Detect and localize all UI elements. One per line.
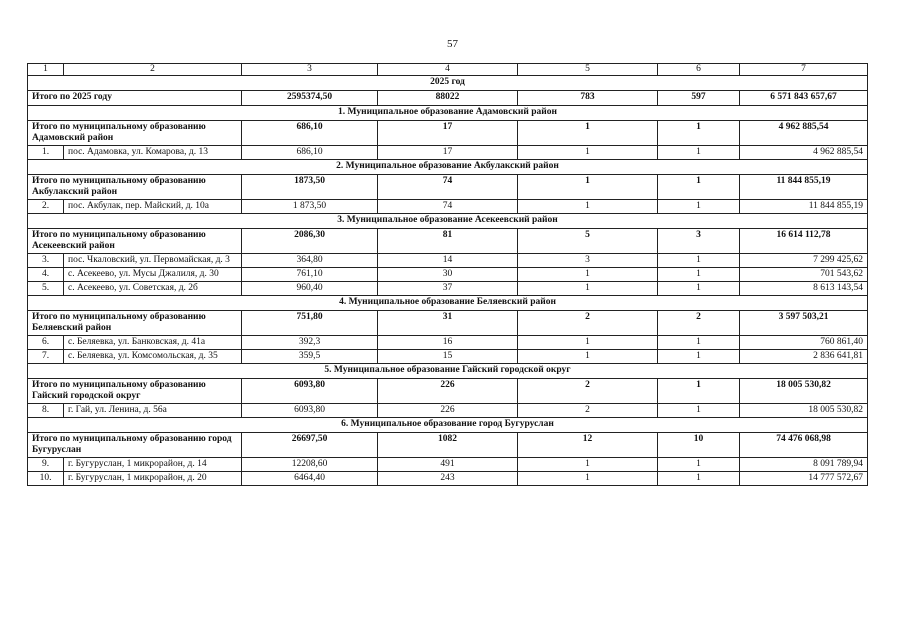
row-area: 364,80 <box>242 254 378 268</box>
grand-total-area: 2595374,50 <box>242 91 378 106</box>
row-c6: 1 <box>658 404 740 418</box>
section-total-cost: 16 614 112,78 <box>740 229 868 254</box>
row-c5: 1 <box>518 282 658 296</box>
row-address: с. Беляевка, ул. Комсомольская, д. 35 <box>64 350 242 364</box>
table-row <box>28 282 868 296</box>
table-row <box>28 458 868 472</box>
row-c6: 1 <box>658 268 740 282</box>
row-cost: 4 962 885,54 <box>740 146 868 160</box>
section-total-row <box>28 379 868 404</box>
row-cost: 8 091 789,94 <box>740 458 868 472</box>
row-c5: 1 <box>518 268 658 282</box>
column-header: 2 <box>64 64 242 76</box>
grand-total-c6: 597 <box>658 91 740 106</box>
row-address: с. Асекеево, ул. Советская, д. 2б <box>64 282 242 296</box>
section-total-c6: 1 <box>658 379 740 404</box>
section-total-c5: 5 <box>518 229 658 254</box>
column-header: 6 <box>658 64 740 76</box>
row-address: пос. Чкаловский, ул. Первомайская, д. 3 <box>64 254 242 268</box>
section-total-cost: 74 476 068,98 <box>740 433 868 458</box>
section-title: 3. Муниципальное образование Асекеевский район <box>28 214 868 229</box>
column-header: 1 <box>28 64 64 76</box>
section-total-row <box>28 229 868 254</box>
row-area: 1 873,50 <box>242 200 378 214</box>
column-header: 7 <box>740 64 868 76</box>
column-header: 5 <box>518 64 658 76</box>
section-total-residents: 81 <box>378 229 518 254</box>
section-title: 5. Муниципальное образование Гайский городской округ <box>28 364 868 379</box>
row-cost: 701 543,62 <box>740 268 868 282</box>
row-c5: 1 <box>518 458 658 472</box>
grand-total-residents: 88022 <box>378 91 518 106</box>
section-total-c5: 1 <box>518 175 658 200</box>
row-address: с. Беляевка, ул. Банковская, д. 41а <box>64 336 242 350</box>
row-address: г. Гай, ул. Ленина, д. 56а <box>64 404 242 418</box>
row-number: 10. <box>28 472 64 486</box>
row-address: пос. Адамовка, ул. Комарова, д. 13 <box>64 146 242 160</box>
section-total-cost: 3 597 503,21 <box>740 311 868 336</box>
section-total-label: Итого по муниципальному образованию Гайский городской округ <box>28 379 242 404</box>
row-c5: 1 <box>518 336 658 350</box>
section-total-c6: 2 <box>658 311 740 336</box>
grand-total-label: Итого по 2025 году <box>28 91 242 106</box>
section-total-label: Итого по муниципальному образованию Акбулакский район <box>28 175 242 200</box>
row-c5: 1 <box>518 146 658 160</box>
column-header-row <box>28 64 868 76</box>
row-residents: 17 <box>378 146 518 160</box>
section-header-row <box>28 418 868 433</box>
section-total-label: Итого по муниципальному образованию Беляевский район <box>28 311 242 336</box>
column-header: 4 <box>378 64 518 76</box>
section-total-area: 686,10 <box>242 121 378 146</box>
row-number: 1. <box>28 146 64 160</box>
section-total-area: 2086,30 <box>242 229 378 254</box>
row-address: г. Бугуруслан, 1 микрорайон, д. 20 <box>64 472 242 486</box>
row-number: 9. <box>28 458 64 472</box>
table-row <box>28 200 868 214</box>
row-residents: 243 <box>378 472 518 486</box>
table-row <box>28 350 868 364</box>
section-total-row <box>28 433 868 458</box>
section-total-area: 6093,80 <box>242 379 378 404</box>
row-c5: 3 <box>518 254 658 268</box>
row-c6: 1 <box>658 282 740 296</box>
section-total-area: 751,80 <box>242 311 378 336</box>
section-total-c5: 2 <box>518 379 658 404</box>
section-total-c6: 10 <box>658 433 740 458</box>
row-c5: 1 <box>518 200 658 214</box>
row-cost: 8 613 143,54 <box>740 282 868 296</box>
row-cost: 11 844 855,19 <box>740 200 868 214</box>
grand-total-row <box>28 91 868 106</box>
year-label: 2025 год <box>28 76 868 91</box>
row-number: 5. <box>28 282 64 296</box>
column-header: 3 <box>242 64 378 76</box>
section-total-c6: 1 <box>658 121 740 146</box>
section-total-c5: 2 <box>518 311 658 336</box>
row-cost: 760 861,40 <box>740 336 868 350</box>
section-total-label: Итого по муниципальному образованию Асекеевский район <box>28 229 242 254</box>
table-body <box>28 64 868 486</box>
row-cost: 14 777 572,67 <box>740 472 868 486</box>
section-title: 2. Муниципальное образование Акбулакский район <box>28 160 868 175</box>
row-cost: 2 836 641,81 <box>740 350 868 364</box>
row-residents: 15 <box>378 350 518 364</box>
grand-total-cost: 6 571 843 657,67 <box>740 91 868 106</box>
row-area: 960,40 <box>242 282 378 296</box>
row-number: 8. <box>28 404 64 418</box>
row-number: 7. <box>28 350 64 364</box>
section-total-residents: 1082 <box>378 433 518 458</box>
row-residents: 37 <box>378 282 518 296</box>
section-title: 1. Муниципальное образование Адамовский район <box>28 106 868 121</box>
row-residents: 16 <box>378 336 518 350</box>
row-residents: 491 <box>378 458 518 472</box>
section-total-residents: 17 <box>378 121 518 146</box>
section-header-row <box>28 296 868 311</box>
year-row <box>28 76 868 91</box>
section-total-label: Итого по муниципальному образованию Адамовский район <box>28 121 242 146</box>
row-c6: 1 <box>658 336 740 350</box>
section-total-residents: 74 <box>378 175 518 200</box>
row-area: 6093,80 <box>242 404 378 418</box>
row-cost: 7 299 425,62 <box>740 254 868 268</box>
row-residents: 30 <box>378 268 518 282</box>
row-address: с. Асекеево, ул. Мусы Джалиля, д. 30 <box>64 268 242 282</box>
row-area: 686,10 <box>242 146 378 160</box>
section-title: 6. Муниципальное образование город Бугуруслан <box>28 418 868 433</box>
section-total-area: 1873,50 <box>242 175 378 200</box>
row-residents: 14 <box>378 254 518 268</box>
row-c5: 1 <box>518 350 658 364</box>
section-total-cost: 4 962 885,54 <box>740 121 868 146</box>
row-c6: 1 <box>658 458 740 472</box>
section-header-row <box>28 364 868 379</box>
table-row <box>28 336 868 350</box>
row-c6: 1 <box>658 254 740 268</box>
table-row <box>28 268 868 282</box>
section-total-residents: 226 <box>378 379 518 404</box>
row-area: 12208,60 <box>242 458 378 472</box>
row-area: 761,10 <box>242 268 378 282</box>
section-total-c5: 12 <box>518 433 658 458</box>
row-residents: 226 <box>378 404 518 418</box>
section-total-row <box>28 175 868 200</box>
row-number: 6. <box>28 336 64 350</box>
section-total-row <box>28 311 868 336</box>
section-total-cost: 18 005 530,82 <box>740 379 868 404</box>
row-number: 3. <box>28 254 64 268</box>
section-total-residents: 31 <box>378 311 518 336</box>
table-row <box>28 146 868 160</box>
row-c5: 2 <box>518 404 658 418</box>
row-address: пос. Акбулак, пер. Майский, д. 10а <box>64 200 242 214</box>
grand-total-c5: 783 <box>518 91 658 106</box>
section-total-row <box>28 121 868 146</box>
section-total-c6: 3 <box>658 229 740 254</box>
row-cost: 18 005 530,82 <box>740 404 868 418</box>
table-row <box>28 472 868 486</box>
page-number: 57 <box>447 38 458 50</box>
row-number: 4. <box>28 268 64 282</box>
section-total-cost: 11 844 855,19 <box>740 175 868 200</box>
section-header-row <box>28 106 868 121</box>
section-title: 4. Муниципальное образование Беляевский район <box>28 296 868 311</box>
table-row <box>28 254 868 268</box>
section-total-c5: 1 <box>518 121 658 146</box>
row-area: 359,5 <box>242 350 378 364</box>
row-area: 392,3 <box>242 336 378 350</box>
row-residents: 74 <box>378 200 518 214</box>
row-number: 2. <box>28 200 64 214</box>
section-total-area: 26697,50 <box>242 433 378 458</box>
row-c5: 1 <box>518 472 658 486</box>
row-area: 6464,40 <box>242 472 378 486</box>
row-c6: 1 <box>658 472 740 486</box>
section-header-row <box>28 160 868 175</box>
housing-table <box>27 63 868 486</box>
row-c6: 1 <box>658 200 740 214</box>
row-address: г. Бугуруслан, 1 микрорайон, д. 14 <box>64 458 242 472</box>
section-total-c6: 1 <box>658 175 740 200</box>
section-total-label: Итого по муниципальному образованию город Бугуруслан <box>28 433 242 458</box>
row-c6: 1 <box>658 146 740 160</box>
section-header-row <box>28 214 868 229</box>
row-c6: 1 <box>658 350 740 364</box>
table-row <box>28 404 868 418</box>
